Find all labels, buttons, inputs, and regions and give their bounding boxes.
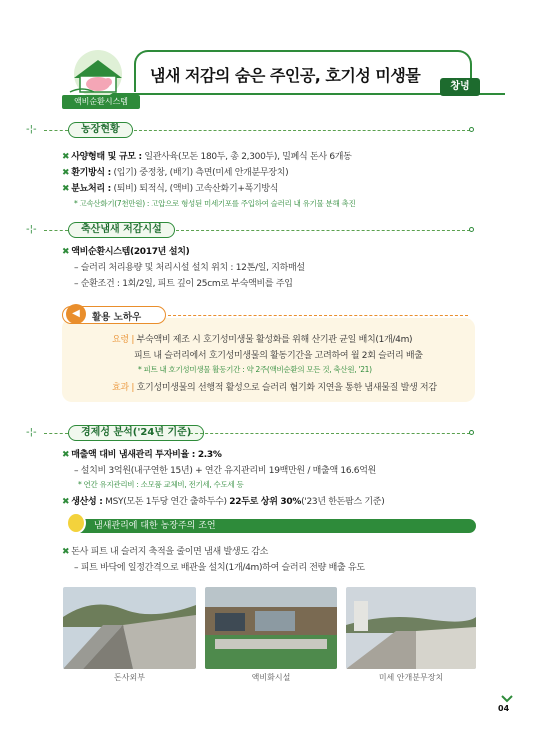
advice-line: – 피트 바닥에 일정간격으로 배관을 설치(1개/4m)하여 슬러리 전량 배출 유도 — [74, 563, 365, 573]
section-divider — [190, 433, 470, 434]
bullet-x-icon: ✖ — [62, 152, 70, 162]
tips-effect-line: 효과 | 호기성미생물의 선행적 활성으로 슬러리 혐기화 지연을 통한 냄새물질 발생 저감 — [112, 383, 437, 393]
lightbulb-icon — [66, 512, 86, 534]
bullet-x-icon: ✖ — [62, 168, 70, 178]
system-tag: 액비순환시스템 — [62, 95, 140, 109]
bullet-x-icon: ✖ — [62, 247, 70, 257]
page-number: 04 — [498, 704, 510, 713]
bullet-x-icon: ✖ — [62, 547, 70, 557]
section-cross-icon: -¦- — [26, 124, 37, 135]
photo-caption: 돈사외부 — [114, 673, 145, 682]
facility-item: ✖ 액비순환시스템(2017년 설치) — [62, 247, 190, 257]
section-end-dot — [469, 227, 474, 232]
advice-item: ✖ 돈사 피트 내 슬러지 축적을 줄이면 냄새 발생도 감소 — [62, 547, 269, 557]
section-cross-icon: -¦- — [26, 224, 37, 235]
tips-key-note: * 피트 내 호기성미생물 활동기간 : 약 2주(액비순환의 모든 것, 축산원, '21) — [138, 365, 372, 374]
section-divider — [134, 130, 470, 131]
section-heading-farm-status: 농장현황 — [68, 122, 133, 138]
section-end-dot — [469, 430, 474, 435]
facility-line: – 순환조건 : 1회/2일, 피트 깊이 25cm로 부숙액비를 주입 — [74, 279, 293, 289]
tips-key-line: 피트 내 슬러리에서 호기성미생물의 활동기간을 고려하여 월 2회 슬러리 배출 — [134, 351, 423, 361]
farm-note: * 고속산화기(7천만원) : 고압으로 형성된 미세기포를 주입하여 슬러리 내 유기물 분해 촉진 — [74, 199, 356, 208]
photo-liquid-fertilizer-facility — [205, 587, 337, 669]
farm-item: ✖ 환기방식 : (입기) 중정창, (배기) 측면(미세 안개분무장치) — [62, 168, 289, 178]
advice-heading: 냄새관리에 대한 농장주의 조언 — [80, 519, 476, 533]
section-divider — [44, 130, 68, 131]
bullet-x-icon: ✖ — [62, 497, 70, 507]
page-title: 냄새 저감의 숨은 주인공, 호기성 미생물 — [150, 66, 421, 85]
section-end-dot — [469, 127, 474, 132]
section-heading-economics: 경제성 분석('24년 기준) — [68, 425, 204, 441]
tips-divider — [168, 315, 468, 316]
megaphone-icon: ◀ — [66, 304, 86, 324]
economics-note: * 연간 유지관리비 : 소모품 교체비, 전기세, 수도세 등 — [78, 480, 244, 489]
photo-barn-exterior — [63, 587, 196, 669]
pig-barn-logo-icon — [62, 48, 134, 98]
farm-item: ✖ 사양형태 및 규모 : 일관사육(모돈 180두, 총 2,300두), 밀폐식 돈사 6개동 — [62, 152, 352, 162]
farm-item: ✖ 분뇨처리 : (퇴비) 퇴적식, (액비) 고속산화기+폭기방식 — [62, 184, 279, 194]
section-heading-odor-facility: 축산냄새 저감시설 — [68, 222, 175, 238]
section-cross-icon: -¦- — [26, 427, 37, 438]
region-badge: 창녕 — [440, 78, 480, 96]
economics-line: – 설치비 3억원(내구연한 15년) + 연간 유지관리비 19백만원 / 매출액 16.6억원 — [74, 466, 377, 476]
photo-caption: 미세 안개분무장치 — [378, 673, 444, 682]
photo-caption: 액비화시설 — [251, 673, 291, 682]
economics-item: ✖ 매출액 대비 냄새관리 투자비율 : 2.3% — [62, 450, 222, 460]
productivity-item: ✖ 생산성 : MSY(모돈 1두당 연간 출하두수) 22두로 상위 30%('23년 한돈팜스 기준) — [62, 497, 385, 507]
facility-line: – 슬러리 처리용량 및 처리시설 설치 위치 : 12톤/일, 지하매설 — [74, 263, 305, 273]
section-divider — [176, 230, 470, 231]
tips-key-line: 요령 | 부숙액비 제조 시 호기성미생물 활성화를 위해 산기관 균일 배치(1개/4m) — [112, 335, 413, 345]
photo-fine-mist-sprayer — [346, 587, 476, 669]
section-divider — [44, 433, 68, 434]
section-divider — [44, 230, 68, 231]
bullet-x-icon: ✖ — [62, 450, 70, 460]
bullet-x-icon: ✖ — [62, 184, 70, 194]
tips-heading: 활용 노하우 — [92, 312, 142, 323]
